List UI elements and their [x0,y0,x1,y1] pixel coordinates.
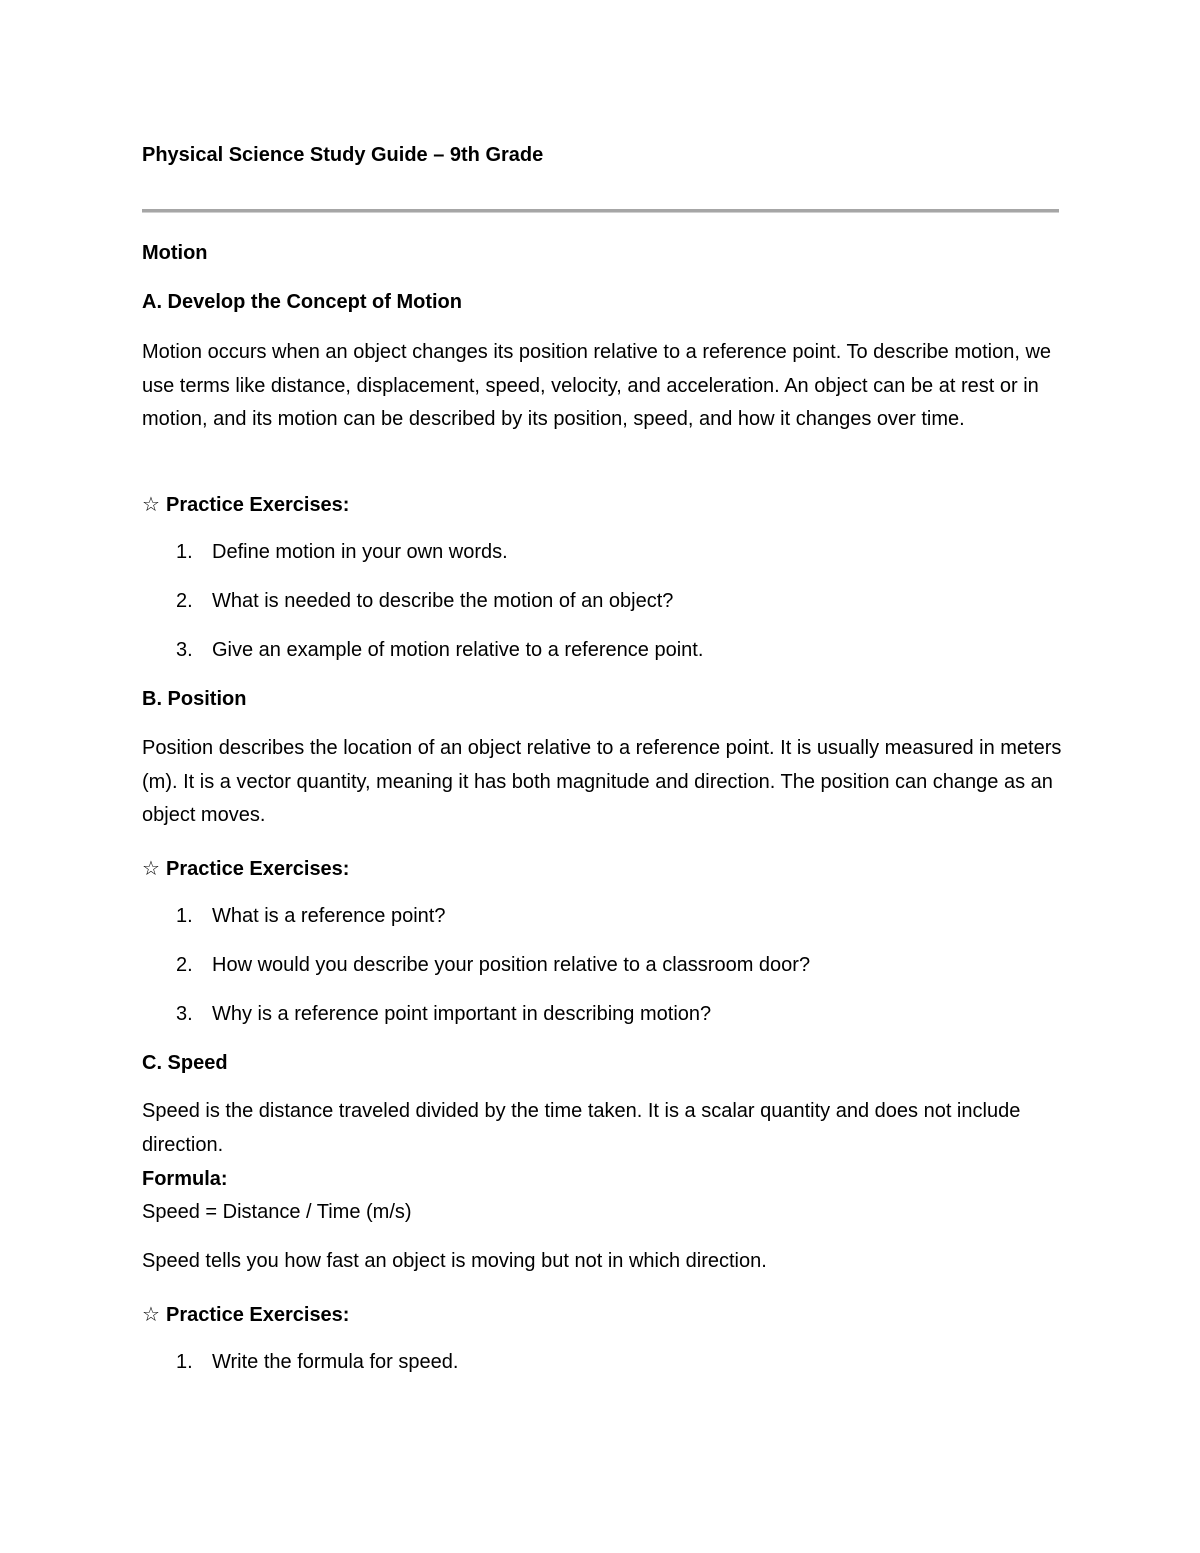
section-b-heading: B. Position [142,688,247,710]
section-c-note: Speed tells you how fast an object is moving but not in which direction. [142,1250,767,1272]
star-icon: ☆ [142,858,160,880]
document-page: Physical Science Study Guide – 9th Grade Motion A. Develop the Concept of Motion Motion occurs when an object changes its position relative to a reference point. To describe motion, we use terms like distance, displacement, speed, velocity, and acceleration. An object can be at rest or in motion, and its motion can be described by its position, speed, and how it changes over time. ☆ Practice Exercises: 1. Define motion in your own words. 2. What is needed to describe the motion of an object? 3. Give an example of motion relative to a reference point. B. Position Position describes the location of an object relative to a reference point. It is usually measured in meters (m). It is a vector quantity, meaning it has both magnitude and direction. The position can change as an object moves. ☆ Practice Exercises: 1. What is a reference point? 2. How would you describe your position relative to a classroom door? 3. Why is a reference point important in describing motion? C. Speed Speed is the distance traveled divided by the time taken. It is a scalar quantity and does not include direction. Formula: Speed = Distance / Time (m/s) Speed tells you how fast an object is moving but not in which direction. ☆ Practice Exercises: 1. Write the formula for speed. [0,0,1200,1553]
section-b-practice-label: ☆ Practice Exercises: [142,858,350,880]
section-c-practice-label: ☆ Practice Exercises: [142,1304,350,1326]
formula-label: Formula: [142,1168,228,1190]
section-a-practice-label: ☆ Practice Exercises: [142,494,350,516]
section-a-heading: A. Develop the Concept of Motion [142,291,462,313]
star-icon: ☆ [142,494,160,516]
section-b-body: Position describes the location of an object relative to a reference point. It is usually measured in meters (m). It is a vector quantity, meaning it has both magnitude and direction. The position can change as an object moves. [142,737,1062,826]
horizontal-rule [142,209,1059,213]
star-icon: ☆ [142,1304,160,1326]
unit-heading: Motion [142,242,208,264]
document-title: Physical Science Study Guide – 9th Grade [142,144,544,166]
section-c-heading: C. Speed [142,1052,228,1074]
section-a-body: Motion occurs when an object changes its position relative to a reference point. To describe motion, we use terms like distance, displacement, speed, velocity, and acceleration. An object can be at rest or in motion, and its motion can be described by its position, speed, and how it changes over time. [142,341,1052,430]
section-c-body: Speed is the distance traveled divided by the time taken. It is a scalar quantity and does not include direction. [142,1100,1021,1156]
formula-text: Speed = Distance / Time (m/s) [142,1201,412,1223]
